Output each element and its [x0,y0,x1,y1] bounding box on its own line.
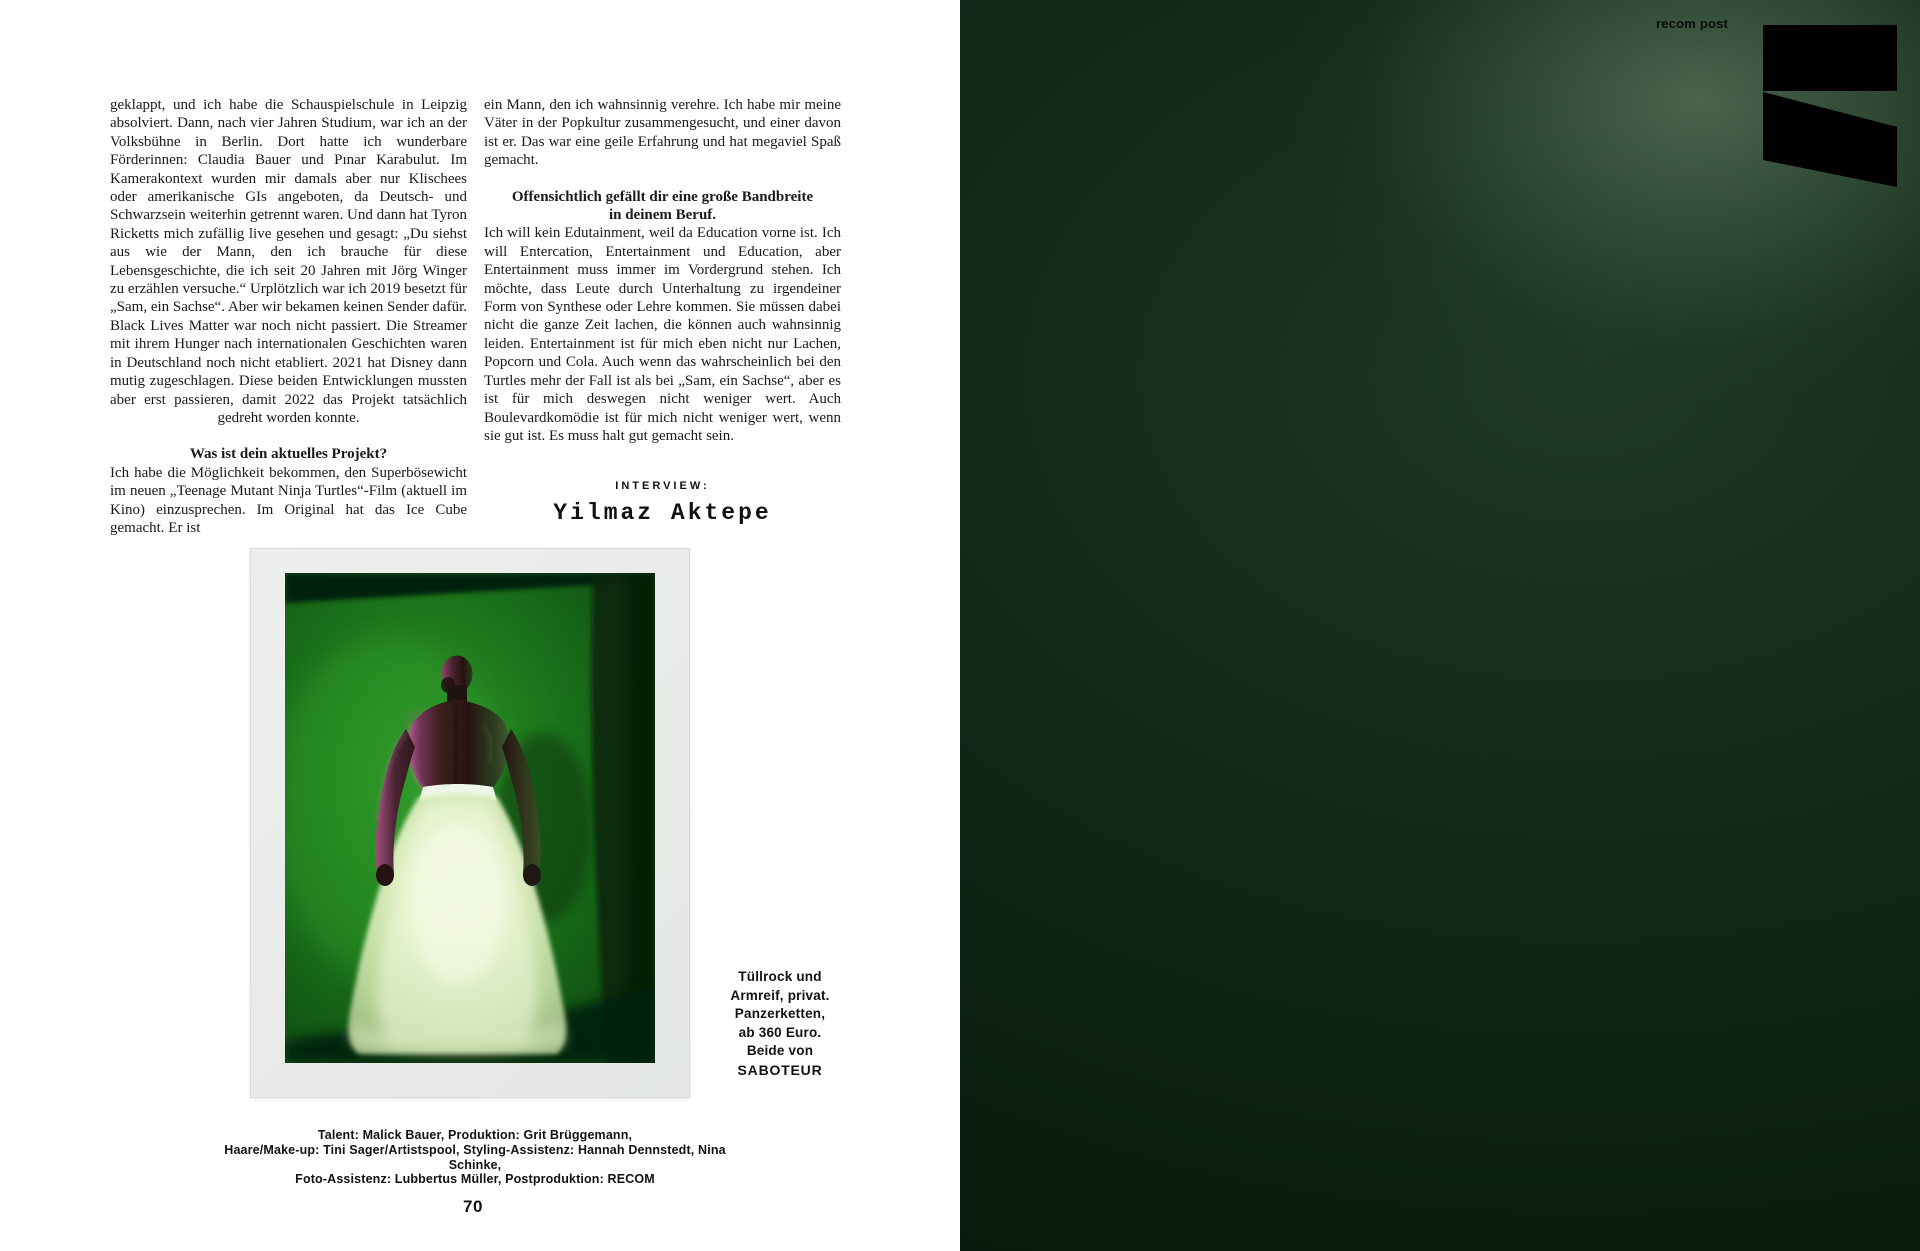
page-number: 70 [463,1197,483,1216]
polaroid-photo-frame [250,548,690,1098]
brand-text: recom post [1656,16,1729,31]
caption-brand-name: SABOTEUR [737,1061,823,1078]
left-fist [376,864,394,886]
photo-man-in-tulle-skirt [285,573,655,1063]
torso [408,700,508,791]
article-column-left [110,96,467,537]
question-line: in deinem Beruf. [608,207,717,224]
caption-line: Tüllrock und [738,969,822,984]
credits-line: Talent: Malick Bauer, Produktion: Grit Brüggemann, [317,1128,633,1142]
fashion-credit-caption [700,968,860,1079]
article-paragraph: Ich will kein Edutainment, weil da Education vorne ist. Ich will Entercation, Entertainment und Education, aber Entertainment muss immer im Vordergrund stehen. Ich möchte, dass Leute durch Unterhaltung zu irgendeiner Form von Synthese oder Lehre kommen. Sie müssen dabei nicht die ganze Zeit lachen, die können auch wahnsinnig leiden. Entertainment ist für mich eben nicht nur Lachen, Popcorn und Cola. Auch wenn das wahrscheinlich bei den Turtles mehr der Fall ist als bei „Sam, ein Sachse“, aber es ist für mich deswegen nicht weniger wert. Auch Boulevardkomödie ist für mich nicht weniger wert, wenn sie gut ist. Es muss halt gut gemacht sein. [484,225,841,444]
logo-bottom-parallelogram [1763,92,1897,187]
logo-top-bar [1763,25,1897,91]
caption-line: Panzerketten, [734,1006,826,1021]
credits-line: Foto-Assistenz: Lubbertus Müller, Postproduktion: RECOM [295,1172,655,1187]
article-column-right [484,96,841,526]
skirt-highlight [410,823,506,983]
caption-line: Armreif, privat. [730,987,830,1003]
article-paragraph: ein Mann, den ich wahnsinnig verehre. Ich habe mir meine Väter in der Popkultur zusammengesucht, und einer davon ist er. Das war eine geile Erfahrung und hat megaviel Spaß gemacht. [484,97,841,169]
publisher-logo [1763,25,1897,187]
interviewer-name: Yilmaz Aktepe [553,499,772,526]
cover-panel [960,0,1920,1251]
interview-label: INTERVIEW: [615,480,710,493]
photo-scene [285,573,655,1063]
spine-shadow [455,707,457,789]
article-paragraph: Ich habe die Möglichkeit bekommen, den Superbösewicht im neuen „Teenage Mutant Ninja Turtles“-Film (aktuell im Kino) einzusprechen. Im Original hat das Ice Cube gemacht. Er ist [110,464,467,536]
article-paragraph: geklappt, und ich habe die Schauspielschule in Leipzig absolviert. Dann, nach vier Jahren Studium, war ich an der Volksbühne in Berlin. Dort hatte ich wunderbare Förderinnen: Claudia Bauer und Pınar Karabulut. Im Kamerakontext wurden mir damals aber nur Klischees oder amerikanische GIs angeboten, da Deutsch- und Schwarzsein weiterhin getrennt waren. Und dann hat Tyron Ricketts mich zufällig live gesehen und gesagt: „Du siehst aus wie der Mann, den ich brauche für diese Lebensgeschichte, die ich seit 20 Jahren mit Jörg Winger zu erzählen versuche.“ Urplötzlich war ich 2019 besetzt für „Sam, ein Sachse“. Aber wir bekamen keinen Sender dafür. Black Lives Matter war noch nicht passiert. Die Streamer mit ihrem Hunger nach internationalen Geschichten waren in Deutschland noch nicht etabliert. 2021 hat Disney dann mutig zugeschlagen. Diese beiden Entwicklungen mussten aber erst passieren, damit 2022 das Projekt tatsächlich gedreht worden konnte. [110,97,467,426]
question-line: Offensichtlich gefällt dir eine große Bandbreite [511,188,814,205]
interview-credit-block [484,477,841,526]
production-credits [215,1128,735,1187]
interview-question: Was ist dein aktuelles Projekt? [189,446,388,463]
interview-question [484,188,841,225]
caption-line: ab 360 Euro. [738,1024,822,1040]
credits-line: Haare/Make-up: Tini Sager/Artistspool, Styling-Assistenz: Hannah Dennstedt, Nina Schinke, [224,1142,726,1172]
caption-line: Beide von [746,1043,814,1058]
right-fist [523,864,541,886]
